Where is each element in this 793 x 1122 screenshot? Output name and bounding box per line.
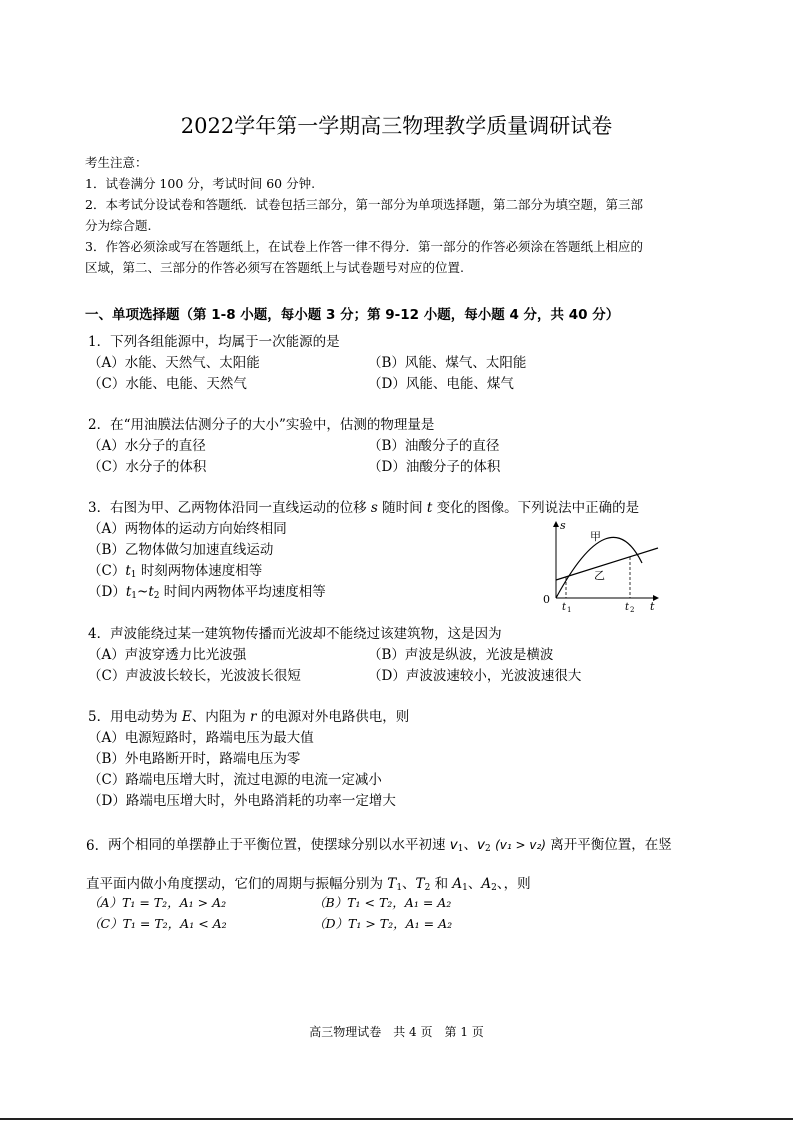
q1-option-c: （C）水能、电能、天然气 (88, 376, 247, 392)
question-3-stem (88, 496, 639, 516)
subscript: 1 (131, 591, 137, 601)
q3-option-a: （A）两物体的运动方向始终相同 (88, 521, 287, 537)
q5-symbol-e: E (181, 709, 192, 725)
question-6-number: 6. (86, 838, 99, 854)
notice-line: 3．作答必须涂或写在答题纸上，在试卷上作答一律不得分．第一部分的作答必须涂在答题纸上相应的 (85, 239, 643, 254)
q3-graph (540, 518, 665, 618)
q6-stem-part: 、，则 (496, 876, 531, 892)
notice-heading: 考生注意： (85, 155, 148, 170)
q3-symbol-s: s (370, 500, 378, 516)
q3-option-c (88, 559, 262, 579)
subscript: 1 (462, 883, 468, 893)
q4-option-d: （D）声波波速较小，光波波速很大 (368, 668, 582, 684)
notice-line: 区域，第二、三部分的作答必须写在答题纸上与试卷题号对应的位置. (85, 260, 464, 275)
x-axis-label: t (650, 600, 655, 613)
q4-option-c: （C）声波波长较长，光波波长很短 (88, 668, 301, 684)
option-text: 时刻两物体速度相等 (140, 563, 263, 579)
symbol-v: v (477, 837, 486, 853)
t1-subscript: 1 (567, 606, 572, 614)
q5-option-a: （A）电源短路时，路端电压为最大值 (88, 730, 314, 746)
subscript: 2 (153, 591, 160, 601)
subscript: 2 (485, 844, 491, 854)
curve-jia-label: 甲 (590, 530, 601, 543)
q6-option-a: （A）T₁ = T₂，A₁ > A₂ (88, 895, 227, 910)
page-footer: 高三物理试卷 共 4 页 第 1 页 (309, 1025, 484, 1039)
q5-option-d: （D）路端电压增大时，外电路消耗的功率一定增大 (88, 793, 396, 809)
question-2-stem: 2．在“用油膜法估测分子的大小”实验中，估测的物理量是 (88, 417, 435, 433)
question-5-stem (88, 705, 409, 725)
separator: 、 (402, 876, 416, 892)
q6-stem-part: 离开平衡位置，在竖 (550, 837, 672, 853)
q6-option-c: （C）T₁ = T₂，A₁ < A₂ (88, 916, 227, 931)
t2-subscript: 2 (630, 606, 635, 614)
question-1-stem: 1．下列各组能源中，均属于一次能源的是 (88, 334, 340, 350)
q4-option-b: （B）声波是纵波，光波是横波 (368, 647, 554, 663)
q6-option-b: （B）T₁ < T₂，A₁ = A₂ (313, 895, 452, 910)
q3-option-d (88, 580, 326, 600)
symbol-t: T (415, 876, 425, 892)
subscript: 1 (130, 570, 137, 580)
origin-label: 0 (543, 593, 550, 606)
q2-option-b: （B）油酸分子的直径 (368, 438, 500, 454)
q6-condition: (v₁ > v₂) (495, 838, 546, 852)
subscript: 2 (491, 883, 497, 893)
q3-stem-part: 随时间 (382, 500, 423, 516)
q5-symbol-r: r (250, 709, 257, 725)
conjunction: 和 (434, 876, 449, 892)
curve-jia (556, 537, 642, 598)
q3-stem-part: 3．右图为甲、乙两物体沿同一直线运动的位移 (88, 500, 367, 516)
q5-option-c: （C）路端电压增大时，流过电源的电流一定减小 (88, 772, 382, 788)
y-axis-label: s (560, 519, 566, 532)
q6-option-d: （D）T₁ > T₂，A₁ = A₂ (313, 916, 453, 931)
question-6-stem (108, 833, 672, 853)
q2-option-d: （D）油酸分子的体积 (368, 459, 501, 475)
q6-stem-part: 直平面内做小角度摆动，它们的周期与振幅分别为 (86, 876, 383, 892)
notice-line: 1．试卷满分 100 分，考试时间 60 分钟. (85, 176, 316, 191)
subscript: 1 (457, 844, 464, 854)
q3-option-b: （B）乙物体做匀加速直线运动 (88, 542, 274, 558)
q5-stem-part: 、内阻为 (191, 709, 246, 725)
subscript: 1 (396, 883, 403, 893)
symbol-t: t (125, 563, 131, 579)
q4-option-a: （A）声波穿透力比光波强 (88, 647, 247, 663)
section-heading: 一、单项选择题（第 1-8 小题，每小题 3 分；第 9-12 小题，每小题 4 分，共 40 分） (85, 307, 620, 323)
page-title: 2022学年第一学期高三物理教学质量调研试卷 (180, 114, 613, 138)
separator: 、 (463, 837, 478, 853)
symbol-v: v (449, 837, 458, 853)
q2-option-a: （A）水分子的直径 (88, 438, 206, 454)
symbol-t: T (387, 876, 397, 892)
symbol-t: t (125, 584, 132, 600)
q1-option-b: （B）风能、煤气、太阳能 (368, 355, 527, 371)
t2-label: t (625, 602, 630, 613)
q5-option-b: （B）外电路断开时，路端电压为零 (88, 751, 301, 767)
option-letter: （C） (88, 563, 126, 579)
tilde: ~ (137, 584, 149, 600)
notice-line: 分为综合题. (85, 218, 152, 233)
symbol-a: A (481, 876, 492, 892)
question-4-stem: 4．声波能绕过某一建筑物传播而光波却不能绕过该建筑物，这是因为 (88, 626, 502, 642)
q1-option-d: （D）风能、电能、煤气 (368, 376, 514, 392)
q6-stem-part: 两个相同的单摆静止于平衡位置，使摆球分别以水平初速 (108, 837, 446, 853)
q2-option-c: （C）水分子的体积 (88, 459, 207, 475)
question-6-line2 (86, 872, 531, 892)
symbol-a: A (452, 876, 463, 892)
option-text: 时间内两物体平均速度相等 (163, 584, 326, 600)
line-yi-label: 乙 (594, 569, 605, 582)
q3-symbol-t: t (426, 500, 433, 516)
t1-label: t (562, 602, 567, 613)
symbol-t: t (148, 584, 154, 600)
subscript: 2 (424, 883, 431, 893)
q1-option-a: （A）水能、天然气、太阳能 (88, 355, 260, 371)
notice-line: 2．本考试分设试卷和答题纸．试卷包括三部分，第一部分为单项选择题，第二部分为填空题，第三部 (85, 197, 643, 212)
q5-stem-part: 5．用电动势为 (88, 709, 178, 725)
page-bottom-border (0, 1118, 793, 1120)
q3-stem-part: 变化的图像。下列说法中正确的是 (436, 500, 640, 516)
line-yi (556, 548, 658, 580)
q5-stem-part: 的电源对外电路供电，则 (260, 709, 410, 725)
separator: 、 (467, 876, 482, 892)
option-letter: （D） (88, 584, 126, 600)
